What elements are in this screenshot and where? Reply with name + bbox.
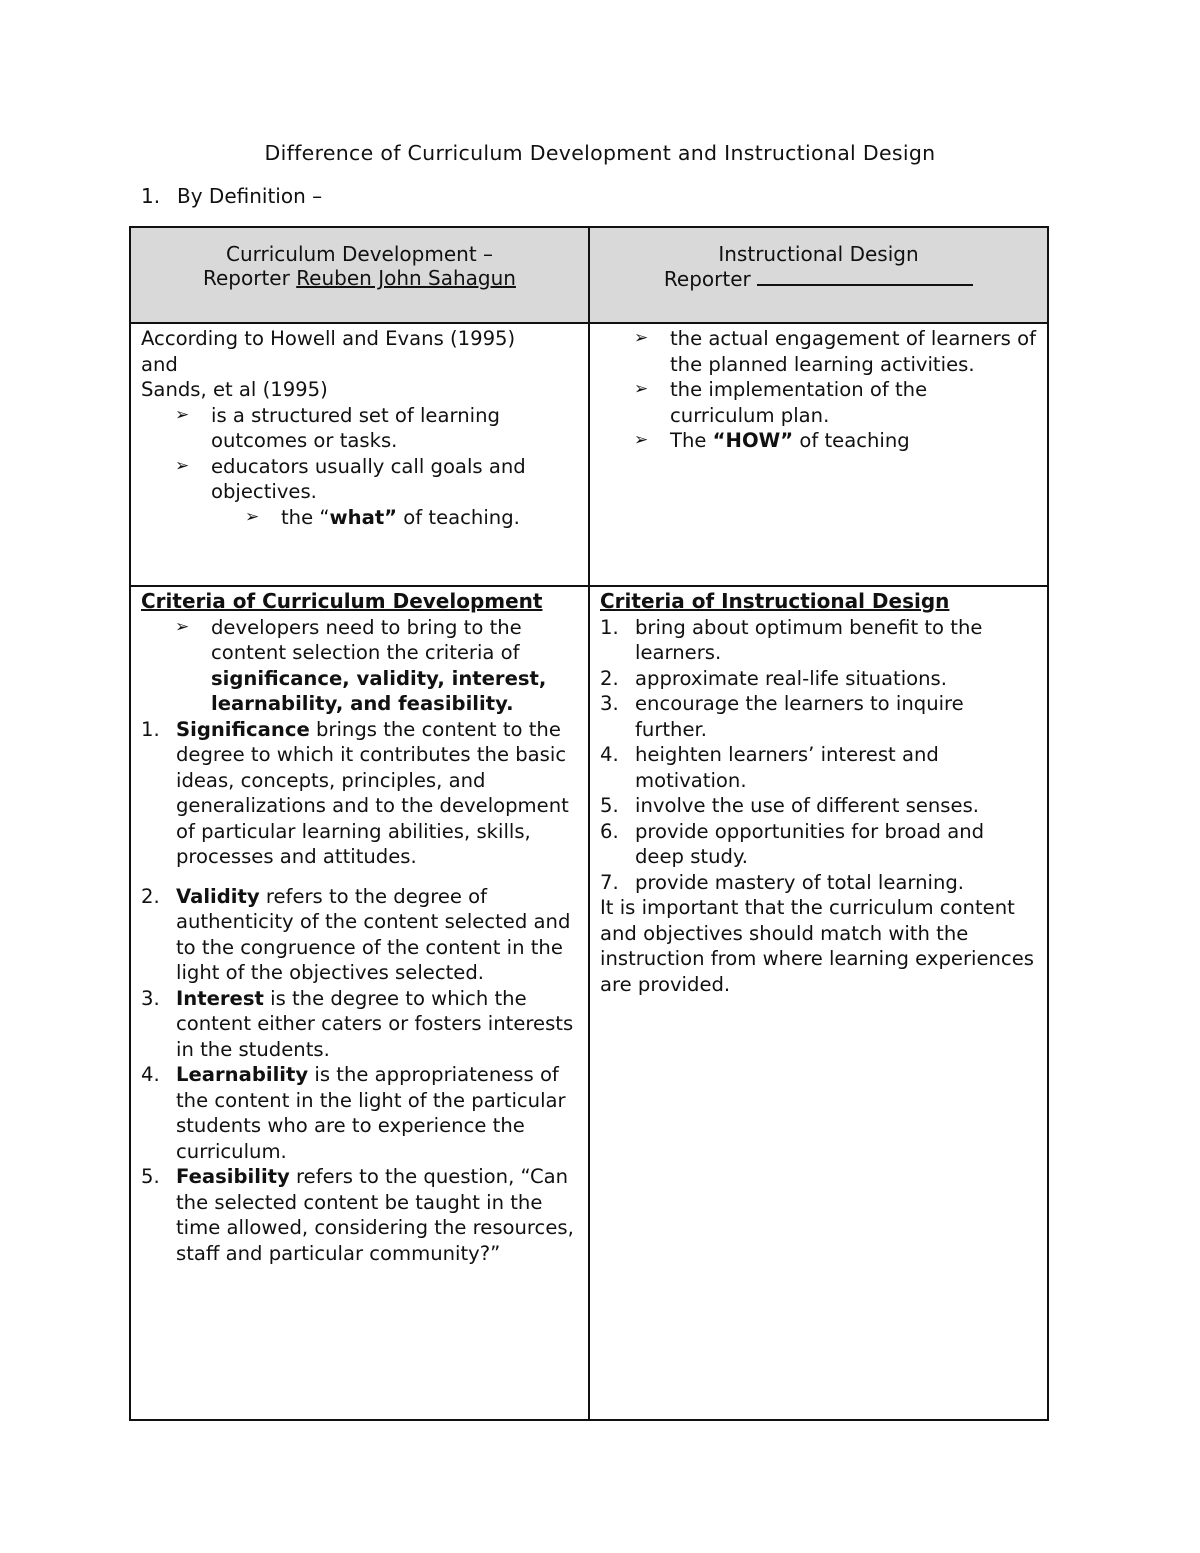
list-number: 6. [600,819,619,843]
list-item-text [176,1062,578,1164]
reporter-blank-line [757,266,973,286]
list-number: 1. [141,717,160,741]
list-item-text [176,884,578,986]
list-item [600,615,1037,666]
list-item [141,1062,578,1164]
criteria-instructional-cell [589,586,1048,1420]
list-item-text: educators usually call goals and objectives. [211,454,526,503]
list-item [141,986,578,1063]
list-item-text: is a structured set of learning outcomes or tasks. [211,403,500,452]
criteria-list [141,717,578,1267]
list-item-text: heighten learners’ interest and motivation. [635,743,939,792]
list-item [141,615,578,717]
comparison-table [129,226,1049,1421]
criteria-heading: Criteria of Instructional Design [600,589,950,613]
intro-line: According to Howell and Evans (1995) [141,327,516,350]
reporter-label: Reporter [203,266,290,290]
criteria-row [130,586,1048,1420]
list-item [600,377,1037,428]
list-item [141,403,578,454]
list-item [141,454,578,505]
arrow-bullet-icon: ➢ [634,328,649,348]
bold-run: “HOW” [712,429,794,452]
list-item-text: encourage the learners to inquire further. [635,692,964,741]
list-number: 7. [600,870,619,894]
bold-run: what” [329,505,398,529]
list-item-text [211,615,578,717]
text-run: of teaching. [397,505,520,529]
list-item-text [281,505,578,531]
text-run: developers need to bring to the content selection the criteria of [211,615,522,664]
list-item-text [176,1164,578,1266]
list-item-text: provide mastery of total learning. [635,870,965,894]
arrow-bullet-icon: ➢ [634,379,649,399]
list-item-text: the implementation of the curriculum plan. [670,378,928,427]
criterion-description: brings the content to the degree to which it contributes the basic ideas, concepts, principles, and generalizations and to the development of particular learning abilities, skills, processes and attitudes. [176,717,569,868]
header-right-title: Instructional Design [718,242,919,266]
criterion-term: Feasibility [176,1165,290,1188]
list-item [600,742,1037,793]
list-item [141,717,578,870]
text-run: of teaching [793,429,910,452]
text-run: The [670,429,713,452]
criterion-term: Learnability [176,1063,309,1086]
criteria-heading: Criteria of Curriculum Development [141,589,543,613]
definition-instructional-cell [589,323,1048,586]
list-number: 2. [600,666,619,690]
header-curriculum-development [130,227,589,323]
section-label: By Definition – [177,184,323,208]
criterion-description: is the degree to which the content either caters or fosters interests in the students. [176,986,574,1061]
arrow-bullet-icon: ➢ [175,455,190,476]
list-item [141,505,578,531]
header-left-reporter [141,266,578,290]
list-item-text: the actual engagement of learners of the planned learning activities. [670,327,1037,376]
criterion-description: is the appropriateness of the content in the light of the particular students who are to experience the curriculum. [176,1063,566,1163]
arrow-bullet-icon: ➢ [175,616,190,637]
list-item-text [176,717,578,870]
criteria-list [600,615,1037,896]
list-item-text: approximate real-life situations. [635,666,947,690]
arrow-bullet-icon: ➢ [245,506,260,527]
list-number: 3. [600,692,619,715]
list-item [600,691,1037,742]
list-number: 2. [141,884,160,908]
arrow-bullet-icon: ➢ [175,404,190,425]
list-item-text: provide opportunities for broad and deep study. [635,819,985,868]
list-item [600,793,1037,819]
list-number: 4. [141,1063,160,1086]
criterion-description: refers to the degree of authenticity of the content selected and to the congruence of the content in the light of the objectives selected. [176,884,571,984]
list-item [141,1164,578,1266]
criterion-description: refers to the question, “Can the selected content be taught in the time allowed, considering the resources, staff and particular community?” [176,1165,574,1265]
list-item [600,428,1037,454]
list-item-text: bring about optimum benefit to the learners. [635,615,983,664]
header-instructional-design [589,227,1048,323]
section-number: 1. [141,184,161,208]
criterion-term: Validity [176,884,260,908]
list-number: 4. [600,743,619,766]
list-item-text [176,986,578,1063]
intro-line: Sands, et al (1995) [141,378,328,401]
definition-curriculum-cell [130,323,589,586]
document-title: Difference of Curriculum Development and Instructional Design [264,141,936,165]
section-heading [141,184,322,208]
list-item [600,326,1037,377]
list-item [600,819,1037,870]
criterion-term: Significance [176,717,310,741]
definition-row [130,323,1048,586]
arrow-bullet-icon: ➢ [634,430,649,450]
closing-paragraph: It is important that the curriculum content and objectives should match with the instruction from where learning experiences are provided. [600,896,1034,996]
criterion-term: Interest [176,986,264,1010]
header-left-title: Curriculum Development – [225,242,494,266]
header-row [130,227,1048,323]
header-right-reporter [600,266,1037,291]
reporter-name: Reuben John Sahagun [296,266,516,290]
reporter-label: Reporter [663,267,751,291]
list-number: 5. [600,794,619,817]
criteria-curriculum-cell [130,586,589,1420]
list-item-text [670,428,1037,454]
list-item [141,884,578,986]
list-number: 5. [141,1165,160,1188]
bold-run: significance, validity, interest, learnability, and feasibility. [211,666,547,715]
intro-line: and [141,352,178,376]
list-item [600,666,1037,692]
list-number: 1. [600,615,619,639]
list-number: 3. [141,986,160,1010]
list-item [600,870,1037,896]
list-item-text: involve the use of different senses. [635,794,980,817]
text-run: the “ [281,505,330,529]
